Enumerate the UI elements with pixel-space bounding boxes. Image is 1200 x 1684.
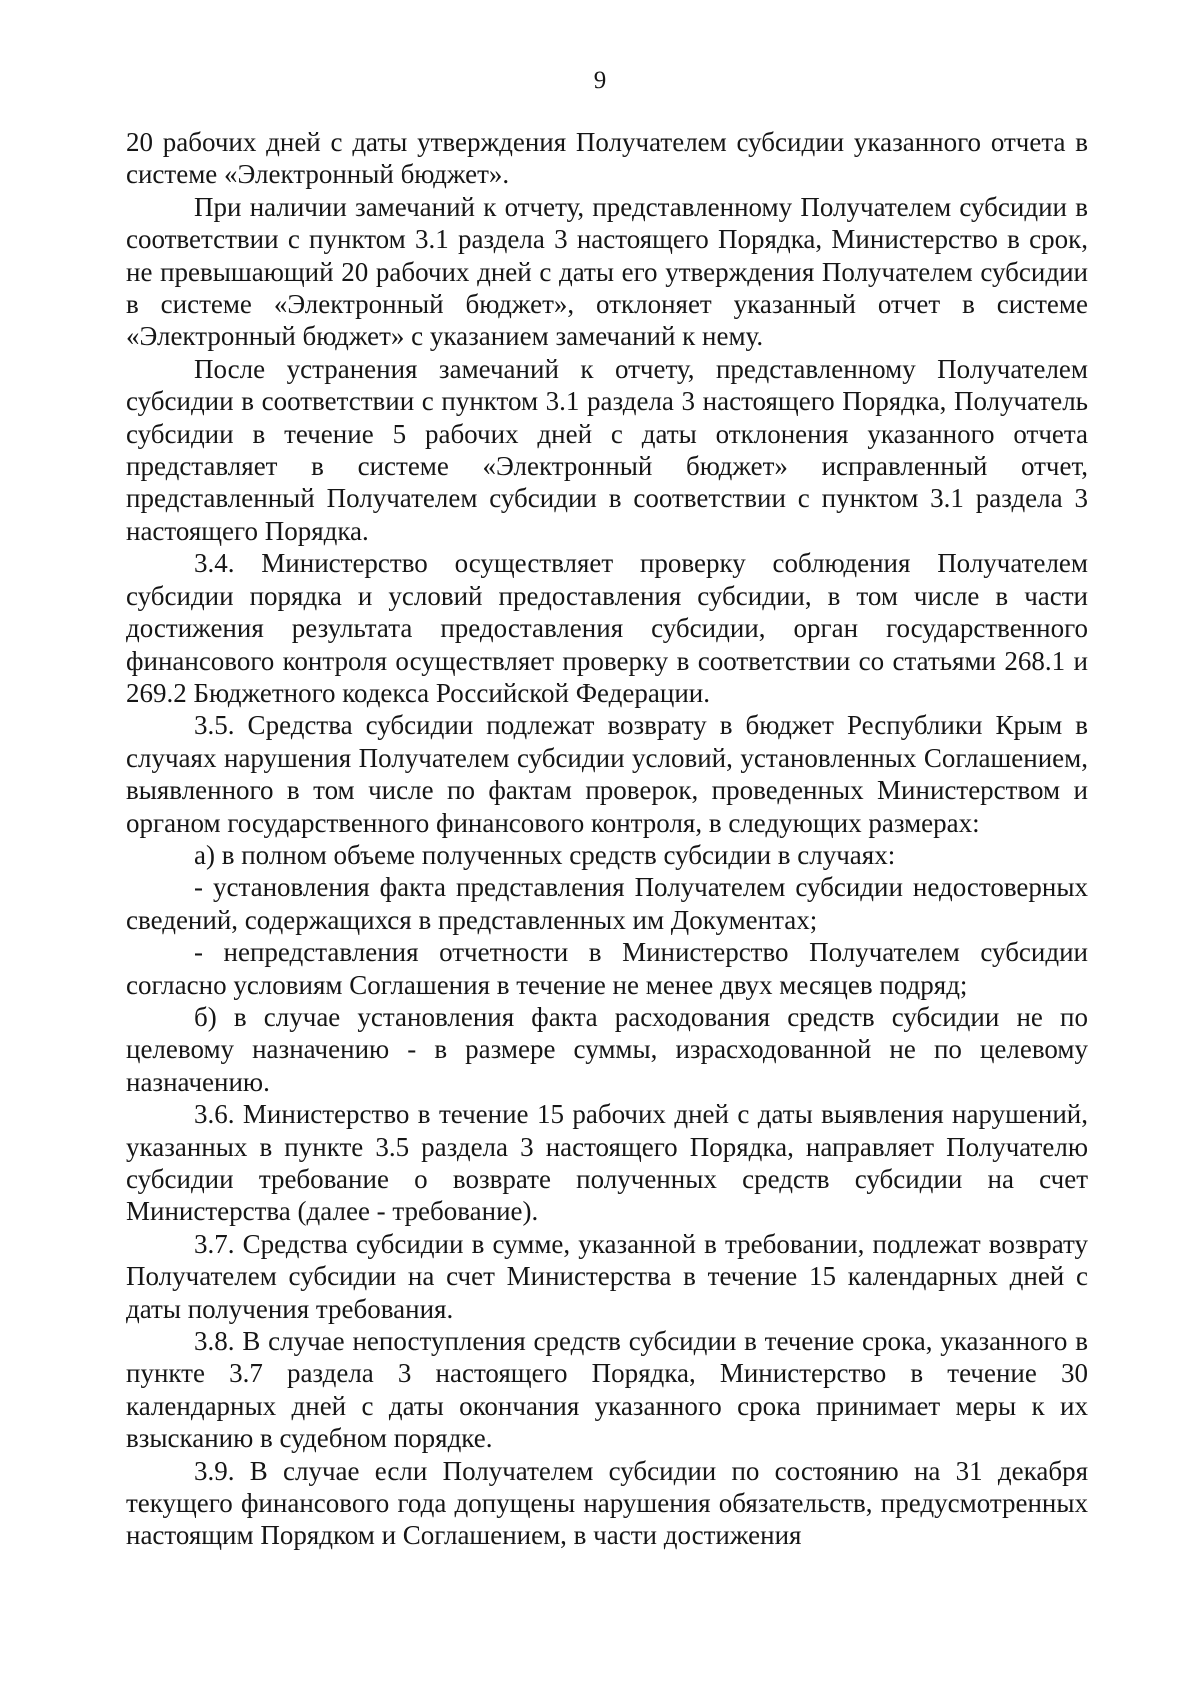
paragraph-3-5-a: а) в полном объеме полученных средств субсидии в случаях: [194,839,896,870]
paragraph-3-9: 3.9. В случае если Получателем субсидии по состоянию на 31 декабря текущего финансового года допущены нарушения обязательств, предусмотренных настоящим Порядком и Соглашением, в части достижения [126,1455,1088,1551]
paragraph-remarks-rejection: При наличии замечаний к отчету, представленному Получателем субсидии в соответствии с пунктом 3.1 раздела 3 настоящего Порядка, Министерство в срок, не превышающий 20 рабочих дней с даты его утверждения Получателем субсидии в системе «Электронный бюджет», отклоняет указанный отчет в системе «Электронный бюджет» с указанием замечаний к нему. [126,191,1088,352]
paragraph-3-5-a-item-2: - непредставления отчетности в Министерство Получателем субсидии согласно условиям Соглашения в течение не менее двух месяцев подряд; [126,937,1088,1000]
paragraph-3-5-a-item-1: - установления факта представления Получателем субсидии недостоверных сведений, содержащихся в представленных им Документах; [126,872,1088,935]
paragraph-3-8: 3.8. В случае непоступления средств субсидии в течение срока, указанного в пункте 3.7 раздела 3 настоящего Порядка, Министерство в течение 30 календарных дней с даты окончания указанного срока принимает меры к их взысканию в судебном порядке. [126,1326,1088,1454]
paragraph-3-7: 3.7. Средства субсидии в сумме, указанной в требовании, подлежат возврату Получателем субсидии на счет Министерства в течение 15 календарных дней с даты получения требования. [126,1228,1088,1324]
paragraph-3-4: 3.4. Министерство осуществляет проверку соблюдения Получателем субсидии порядка и условий предоставления субсидии, в том числе в части достижения результата предоставления субсидии, орган государственного финансового контроля осуществляет проверку в соответствии со статьями 268.1 и 269.2 Бюджетного кодекса Российской Федерации. [126,548,1088,708]
page-number: 9 [593,67,607,94]
paragraph-continuation: 20 рабочих дней с даты утверждения Получателем субсидии указанного отчета в системе «Электронный бюджет». [126,127,1088,190]
paragraph-3-5-b: б) в случае установления факта расходования средств субсидии не по целевому назначению - в размере суммы, израсходованной не по целевому назначению. [126,1001,1088,1097]
paragraph-3-5: 3.5. Средства субсидии подлежат возврату в бюджет Республики Крым в случаях нарушения Получателем субсидии условий, установленных Соглашением, выявленного в том числе по фактам проверок, проведенных Министерством и органом государственного финансового контроля, в следующих размерах: [126,710,1088,838]
paragraph-remarks-correction: После устранения замечаний к отчету, представленному Получателем субсидии в соответствии с пунктом 3.1 раздела 3 настоящего Порядка, Получатель субсидии в течение 5 рабочих дней с даты отклонения указанного отчета представляет в системе «Электронный бюджет» исправленный отчет, представленный Получателем субсидии в соответствии с пунктом 3.1 раздела 3 настоящего Порядка. [126,353,1088,546]
paragraph-3-6: 3.6. Министерство в течение 15 рабочих дней с даты выявления нарушений, указанных в пункте 3.5 раздела 3 настоящего Порядка, направляет Получателю субсидии требование о возврате полученных средств субсидии на счет Министерства (далее - требование). [126,1099,1088,1227]
document-body [126,126,1088,1552]
